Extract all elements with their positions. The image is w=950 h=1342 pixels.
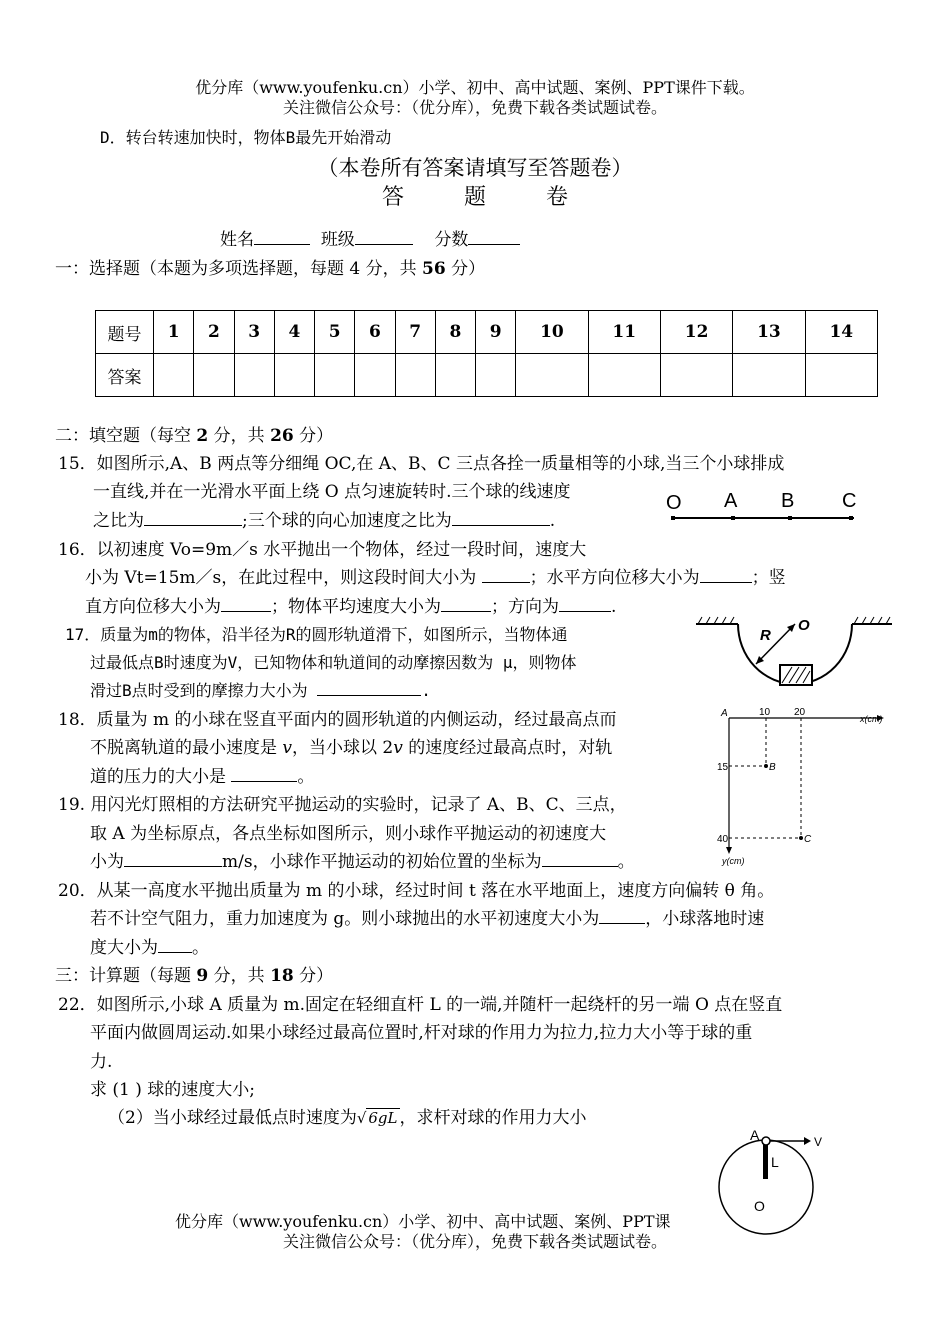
footer-line-2: 关注微信公众号：（优分库），免费下载各类试题试卷。 [282,1232,667,1251]
q22-line-2: 平面内做圆周运动.如果小球经过最高位置时,杆对球的作用力为拉力,拉力大小等于球的重 [90,1023,753,1043]
y-axis-label: y(cm) [722,856,745,866]
class-field[interactable] [355,226,413,245]
question-number: 13 [733,311,805,354]
question-number: 7 [395,311,435,354]
question-number: 9 [476,311,516,354]
question-number: 3 [234,311,274,354]
answer-cell[interactable] [476,354,516,397]
q15-line-2: 一直线,并在一光滑水平面上绕 O 点匀速旋转时.三个球的线速度 [93,482,571,502]
q19-blank-position[interactable] [542,848,618,867]
q20-blank-landing-velocity[interactable] [158,934,192,953]
q15-figure [658,485,868,530]
label-a: A [750,1130,760,1143]
row-label-number: 题号 [96,311,154,354]
question-number: 6 [355,311,395,354]
point-o [671,516,675,520]
label-a: A [721,708,728,719]
answer-cell[interactable] [395,354,435,397]
q16-blank-vertical[interactable] [221,593,271,612]
section-3-heading: 三：计算题（每题 9 分，共 18 分） [55,966,334,986]
answer-cell[interactable] [194,354,234,397]
answer-cell[interactable] [805,354,877,397]
answer-table [95,310,878,397]
q15-blank-2[interactable] [452,507,550,526]
q19-line-2: 取 A 为坐标原点，各点坐标如图所示，则小球作平抛运动的初速度大 [90,824,607,844]
q19-line-3: 小为 m/s，小球作平抛运动的初始位置的坐标为 。 [90,848,635,876]
question-number: 2 [194,311,234,354]
q18-line-3: 道的压力的大小是 。 [90,763,314,791]
section-1-heading: 一：选择题（本题为多项选择题，每题 4 分，共 56 分） [55,259,486,279]
score-label: 分数 [434,230,469,250]
point-b [764,764,768,768]
label-v: V [814,1135,823,1149]
name-label: 姓名 [220,230,254,250]
q20-line-3: 度大小为 。 [90,934,209,962]
q16-blank-horizontal[interactable] [700,564,752,583]
question-number: 8 [435,311,475,354]
label-c: C [842,490,857,512]
title-main: 答题卷 [381,185,628,210]
label-r: R [760,627,771,644]
q18-line-1: 18．质量为 m 的小球在竖直平面内的圆形轨道的内侧运动，经过最高点而 [58,710,617,730]
ball-a [762,1137,770,1145]
student-info [220,226,520,254]
label-b: B [781,490,795,512]
answer-cell[interactable] [733,354,805,397]
rod-l [763,1142,768,1179]
point-b [788,516,792,520]
q22-line-3: 力. [90,1052,113,1072]
q16-line-3: 直方向位移大小为 ；物体平均速度大小为 ；方向为 . [85,593,616,621]
footer-line-1: 优分库（www.youfenku.cn）小学、初中、高中试题、案例、PPT课 [175,1212,671,1231]
point-c [849,516,853,520]
title-note: （本卷所有答案请填写至答题卷） [317,156,633,180]
q17-line-2: 过最低点B时速度为V，已知物体和轨道间的动摩擦因数为 μ，则物体 [90,653,577,672]
section-2-heading: 二：填空题（每空 2 分，共 26 分） [55,426,334,446]
answer-cell[interactable] [588,354,660,397]
question-number: 1 [154,311,194,354]
question-number: 4 [274,311,314,354]
name-field[interactable] [254,226,310,245]
point-c [799,836,803,840]
q16-line-2: 小为 Vt=15m／s，在此过程中，则这段时间大小为 ；水平方向位移大小为 ；竖 [85,564,786,592]
q16-blank-time[interactable] [482,564,530,583]
header-line-2: 关注微信公众号：（优分库），免费下载各类试题试卷。 [282,98,667,117]
tick-x-10: 10 [759,707,771,718]
answer-cell[interactable] [435,354,475,397]
answer-cell[interactable] [234,354,274,397]
question-number: 10 [516,311,588,354]
q22-line-1: 22．如图所示,小球 A 质量为 m.固定在轻细直杆 L 的一端,并随杆一起绕杆的另一端 O 点在竖直 [58,995,783,1015]
tick-y-40: 40 [717,834,729,845]
question-number: 12 [660,311,732,354]
answer-cell[interactable] [315,354,355,397]
q17-figure [688,612,896,692]
label-b: B [769,762,776,773]
sqrt-expression: √ 6gL [356,1109,398,1127]
label-o: O [754,1198,765,1214]
label-a: A [724,490,738,512]
q22-figure [716,1130,836,1240]
q16-blank-direction[interactable] [559,593,611,612]
q22-line-5: （2）当小球经过最低点时速度为√ 6gL ，求杆对球的作用力大小 [108,1108,587,1128]
table-row-numbers [96,311,878,354]
point-a [731,516,735,520]
tick-y-15: 15 [717,762,729,773]
label-o: O [798,617,810,634]
header-line-1: 优分库（www.youfenku.cn）小学、初中、高中试题、案例、PPT课件下载。 [195,78,755,97]
q15-line-1: 15．如图所示,A、B 两点等分细绳 OC,在 A、B、C 三点各拴一质量相等的小球,当三个小球排成 [58,454,785,474]
q19-line-1: 19. 用闪光灯照相的方法研究平抛运动的实验时，记录了 A、B、C、三点， [58,795,627,815]
score-field[interactable] [468,226,520,245]
previous-option-d: D．转台转速加快时，物体B最先开始滑动 [100,128,392,147]
q17-line-1: 17．质量为m的物体，沿半径为R的圆形轨道滑下，如图所示，当物体通 [65,625,568,644]
q16-line-1: 16．以初速度 Vo=9m／s 水平抛出一个物体，经过一段时间，速度大 [58,540,587,560]
question-number: 14 [805,311,877,354]
answer-cell[interactable] [154,354,194,397]
q19-figure [714,706,894,868]
q15-line-3: 之比为 ;三个球的向心加速度之比为 . [93,507,555,535]
table-row-answers [96,354,878,397]
q17-line-3: 滑过B点时受到的摩擦力大小为 . [90,677,431,705]
answer-cell[interactable] [660,354,732,397]
label-o: O [666,492,682,514]
answer-cell[interactable] [355,354,395,397]
question-number: 11 [588,311,660,354]
q22-line-4: 求 (1 ) 球的速度大小; [90,1080,256,1100]
x-axis-label: x(cm) [860,714,883,724]
answer-cell[interactable] [516,354,588,397]
row-label-answer: 答案 [96,354,154,397]
q20-line-2: 若不计空气阻力，重力加速度为 g。则小球抛出的水平初速度大小为 ，小球落地时速 [90,905,764,933]
label-c: C [804,834,812,845]
q20-blank-initial-velocity[interactable] [599,905,645,924]
answer-cell[interactable] [274,354,314,397]
question-number: 5 [315,311,355,354]
tick-x-20: 20 [794,707,806,718]
q20-line-1: 20．从某一高度水平抛出质量为 m 的小球，经过时间 t 落在水平地面上，速度方向偏转 θ 角。 [58,881,775,901]
class-label: 班级 [320,230,355,250]
q16-blank-average[interactable] [441,593,491,612]
label-l: L [771,1154,779,1170]
q15-blank-1[interactable] [144,507,242,526]
q17-blank-friction[interactable] [317,677,421,696]
q18-line-2: 不脱离轨道的最小速度是 v，当小球以 2v 的速度经过最高点时，对轨 [90,738,613,758]
q18-blank-pressure[interactable] [231,763,297,782]
q19-blank-velocity[interactable] [124,848,222,867]
